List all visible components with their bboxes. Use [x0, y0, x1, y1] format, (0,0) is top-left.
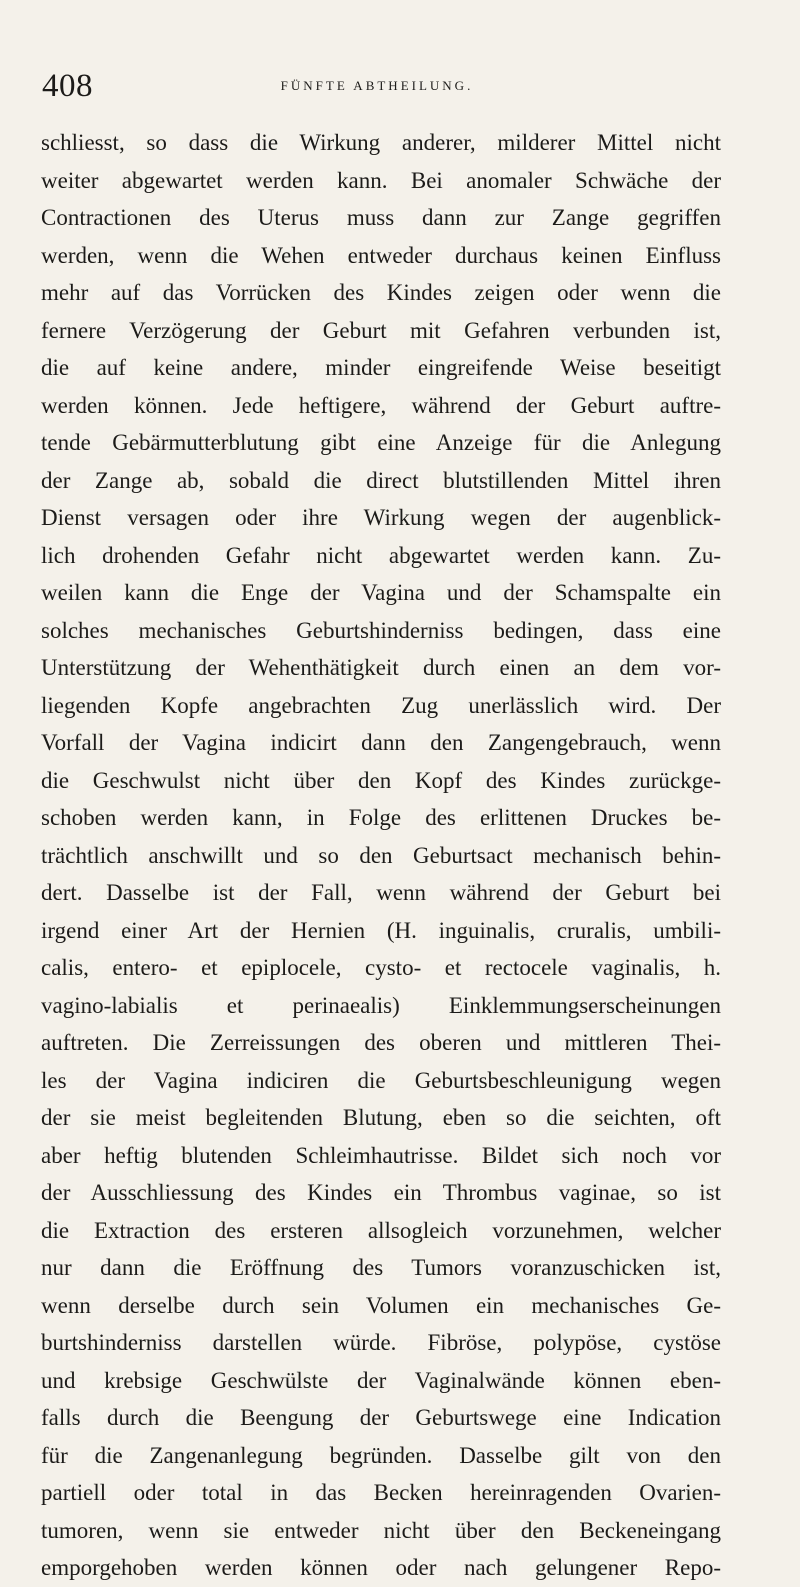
text-line: Dienst versagen oder ihre Wirkung wegen der augenblick-: [41, 505, 721, 530]
text-line: die auf keine andere, minder eingreifende Weise beseitigt: [41, 355, 721, 380]
text-line: die Extraction des ersteren allsogleich vorzunehmen, welcher: [41, 1217, 721, 1243]
text-line: weiter abgewartet werden kann. Bei anomaler Schwäche der: [41, 167, 721, 193]
text-line: les der Vagina indiciren die Geburtsbeschleunigung wegen: [41, 1067, 721, 1093]
page-number: 408: [42, 68, 93, 104]
text-line: nur dann die Eröffnung des Tumors voranzuschicken ist,: [41, 1255, 721, 1280]
text-line: trächtlich anschwillt und so den Geburtsact mechanisch behin-: [41, 842, 721, 868]
text-line: Contractionen des Uterus muss dann zur Zange gegriffen: [41, 205, 721, 230]
text-line: fernere Verzögerung der Geburt mit Gefahren verbunden ist,: [41, 317, 721, 343]
text-line: irgend einer Art der Hernien (H. inguinalis, cruralis, umbili-: [41, 917, 721, 943]
text-line: der Zange ab, sobald die direct blutstillenden Mittel ihren: [41, 467, 721, 493]
text-line: falls durch die Beengung der Geburtswege eine Indication: [41, 1405, 721, 1430]
text-line: mehr auf das Vorrücken des Kindes zeigen oder wenn die: [41, 280, 721, 305]
text-line: die Geschwulst nicht über den Kopf des Kindes zurückge-: [41, 767, 721, 793]
text-line: schliesst, so dass die Wirkung anderer, milderer Mittel nicht: [41, 130, 721, 155]
text-line: werden, wenn die Wehen entweder durchaus keinen Einfluss: [41, 242, 721, 268]
text-line: liegenden Kopfe angebrachten Zug unerlässlich wird. Der: [41, 692, 721, 718]
text-line: für die Zangenanlegung begründen. Dasselbe gilt von den: [41, 1442, 721, 1468]
text-line: weilen kann die Enge der Vagina und der Schamspalte ein: [41, 580, 721, 605]
text-line: vagino-labialis et perinaealis) Einklemmungserscheinungen: [41, 992, 721, 1018]
text-line: tende Gebärmutterblutung gibt eine Anzeige für die Anlegung: [41, 430, 721, 455]
body-text: [41, 124, 721, 1587]
text-line: burtshinderniss darstellen würde. Fibröse, polypöse, cystöse: [41, 1330, 721, 1355]
text-line: werden können. Jede heftigere, während der Geburt auftre-: [41, 392, 721, 418]
text-line: Vorfall der Vagina indicirt dann den Zangengebrauch, wenn: [41, 730, 721, 755]
text-line: partiell oder total in das Becken hereinragenden Ovarien-: [41, 1480, 721, 1505]
text-line: calis, entero- et epiplocele, cysto- et rectocele vaginalis, h.: [41, 955, 721, 980]
text-line: dert. Dasselbe ist der Fall, wenn während der Geburt bei: [41, 880, 721, 905]
text-line: und krebsige Geschwülste der Vaginalwände können eben-: [41, 1367, 721, 1393]
text-line: wenn derselbe durch sein Volumen ein mechanisches Ge-: [41, 1292, 721, 1318]
text-line: tumoren, wenn sie entweder nicht über den Beckeneingang: [41, 1517, 721, 1543]
text-line: aber heftig blutenden Schleimhautrisse. Bildet sich noch vor: [41, 1142, 721, 1168]
text-line: Unterstützung der Wehenthätigkeit durch einen an dem vor-: [41, 655, 721, 680]
text-line: schoben werden kann, in Folge des erlittenen Druckes be-: [41, 805, 721, 830]
text-line: emporgehoben werden können oder nach gelungener Repo-: [41, 1555, 721, 1580]
text-line: lich drohenden Gefahr nicht abgewartet werden kann. Zu-: [41, 542, 721, 568]
page-header: [42, 66, 682, 106]
text-line: der Ausschliessung des Kindes ein Thrombus vaginae, so ist: [41, 1180, 721, 1205]
text-line: auftreten. Die Zerreissungen des oberen und mittleren Thei-: [41, 1030, 721, 1055]
running-head: FÜNFTE ABTHEILUNG.: [280, 78, 474, 93]
text-line: solches mechanisches Geburtshinderniss bedingen, dass eine: [41, 617, 721, 643]
text-line: der sie meist begleitenden Blutung, eben so die seichten, oft: [41, 1105, 721, 1130]
